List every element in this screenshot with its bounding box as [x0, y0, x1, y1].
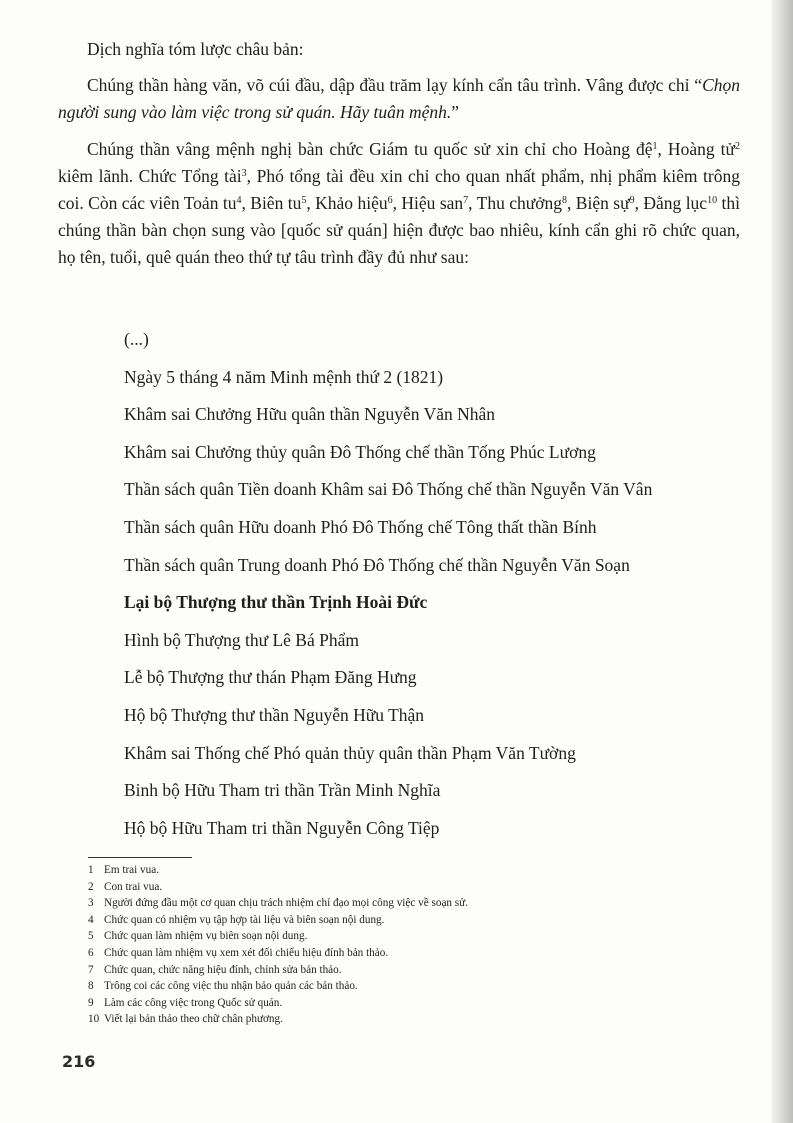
proposal-text: kiêm lãnh. Chức Tổng tài: [58, 166, 242, 186]
decree-quote: Chọn người sung vào làm việc trong sử quán. Hãy tuân mệnh.: [58, 75, 740, 122]
list-item: Thần sách quân Trung doanh Phó Đô Thống chế thần Nguyễn Văn Soạn: [124, 554, 630, 575]
footnote-ref: 1: [652, 141, 658, 152]
page-edge-shadow: [771, 0, 793, 1123]
proposal-text: thì chúng thần bàn chọn sung vào [quốc sử quán] hiện được bao nhiêu, kính cẩn ghi rõ chức quan, họ tên, tuổi, quê quán theo thứ tự tâu trình đầy đủ như sau:: [58, 193, 740, 267]
list-item: Binh bộ Hữu Tham tri thần Trần Minh Nghĩa: [124, 780, 441, 801]
main-text: [58, 36, 740, 281]
footnote-number: 3: [88, 897, 94, 910]
list-item: Hình bộ Thượng thư Lê Bá Phẩm: [124, 629, 359, 650]
footnote-number: 2: [88, 880, 94, 893]
footnote-ref: 7: [463, 195, 469, 206]
list-item: (...): [124, 329, 149, 349]
list-item: Ngày 5 tháng 4 năm Minh mệnh thứ 2 (1821): [124, 366, 444, 387]
proposal-text: , Khảo hiệu: [306, 193, 388, 213]
footnote-text: Em trai vua.: [104, 864, 159, 876]
proposal-text: , Hiệu san: [392, 193, 464, 213]
footnote-text: Người đứng đầu một cơ quan chịu trách nhiệm chỉ đạo mọi công việc về soạn sử.: [104, 897, 469, 910]
footnote-ref: 3: [241, 168, 247, 179]
footnote-ref: 4: [236, 195, 242, 206]
footnote-ref: 10: [707, 195, 718, 206]
list-item: Khâm sai Thống chế Phó quản thủy quân thần Phạm Văn Tường: [124, 742, 576, 763]
proposal-text: , Biện sự: [567, 193, 630, 213]
footnote-number: 9: [88, 996, 94, 1009]
footnote: [88, 928, 648, 945]
footnote-ref: 2: [734, 141, 740, 152]
footnote: [88, 962, 648, 979]
footnote-number: 5: [88, 930, 94, 943]
list-item: Khâm sai Chưởng Hữu quân thần Nguyễn Văn Nhân: [124, 404, 496, 425]
footnote: [88, 895, 648, 912]
footnotes: [88, 862, 648, 1028]
list-item: Khâm sai Chưởng thủy quân Đô Thống chế thần Tống Phúc Lương: [124, 441, 596, 462]
footnote: [88, 862, 648, 879]
page-number: 216: [62, 1052, 96, 1071]
footnote-number: 7: [88, 963, 94, 976]
footnote-text: Con trai vua.: [104, 880, 163, 893]
paragraph-decree: [58, 72, 740, 126]
footnote-ref: 5: [301, 195, 307, 206]
summary-heading: Dịch nghĩa tóm lược châu bản:: [87, 39, 304, 59]
proposal-text: , Đằng lục: [634, 193, 708, 213]
official-list: [124, 326, 744, 852]
proposal-text: , Thu chưởng: [468, 193, 563, 213]
footnote-ref: 9: [629, 195, 635, 206]
proposal-text: , Hoàng tử: [657, 139, 735, 159]
list-item: Lại bộ Thượng thư thần Trịnh Hoài Đức: [124, 592, 428, 613]
proposal-text: , Phó tổng tài đều xin chỉ cho quan nhất phẩm, nhị phẩm kiêm trông coi. Còn các viên Toản tu: [58, 166, 740, 213]
list-item: Thần sách quân Tiền doanh Khâm sai Đô Thống chế thần Nguyễn Văn Vân: [124, 479, 653, 500]
footnote-divider: [88, 857, 192, 858]
footnote-ref: 8: [562, 195, 568, 206]
footnote: [88, 1011, 648, 1028]
list-item: Hộ bộ Thượng thư thần Nguyễn Hữu Thận: [124, 704, 425, 725]
footnote: [88, 945, 648, 962]
footnote: [88, 995, 648, 1012]
footnote-text: Chức quan làm nhiệm vụ biên soạn nội dung.: [104, 930, 308, 943]
footnote-number: 8: [88, 980, 94, 993]
footnote-text: Chức quan, chức năng hiệu đính, chỉnh sửa bản thảo.: [104, 963, 342, 976]
footnote-text: Làm các công việc trong Quốc sử quán.: [104, 996, 283, 1009]
proposal-text: , Biên tu: [241, 193, 302, 213]
footnote-text: Trông coi các công việc thu nhận bảo quản các bản thảo.: [104, 980, 358, 993]
list-item: Hộ bộ Hữu Tham tri thần Nguyễn Công Tiệp: [124, 817, 440, 838]
decree-quote-close: ”: [451, 102, 460, 122]
footnote-text: Viết lại bản thảo theo chữ chân phương.: [104, 1013, 283, 1026]
footnote-number: 6: [88, 946, 94, 959]
footnote-number: 1: [88, 864, 94, 876]
list-item: Lễ bộ Thượng thư thán Phạm Đăng Hưng: [124, 667, 417, 688]
paragraph-proposal: [58, 136, 740, 271]
footnote: [88, 912, 648, 929]
list-item: Thần sách quân Hữu doanh Phó Đô Thống chế Tông thất thần Bính: [124, 516, 597, 537]
footnote-text: Chức quan có nhiệm vụ tập hợp tài liệu và biên soạn nội dung.: [104, 913, 385, 926]
footnote: [88, 978, 648, 995]
footnote-number: 10: [88, 1013, 100, 1026]
footnote-number: 4: [88, 913, 94, 926]
proposal-text: Chúng thần vâng mệnh nghị bàn chức Giám tu quốc sử xin chỉ cho Hoàng đệ: [87, 139, 653, 159]
decree-text: Chúng thần hàng văn, võ cúi đầu, dập đầu trăm lạy kính cẩn tâu trình. Vâng được chỉ “: [87, 75, 703, 95]
footnote-text: Chức quan làm nhiệm vụ xem xét đối chiếu hiệu đính bản thảo.: [104, 946, 389, 959]
footnote: [88, 879, 648, 896]
footnote-ref: 6: [387, 195, 393, 206]
